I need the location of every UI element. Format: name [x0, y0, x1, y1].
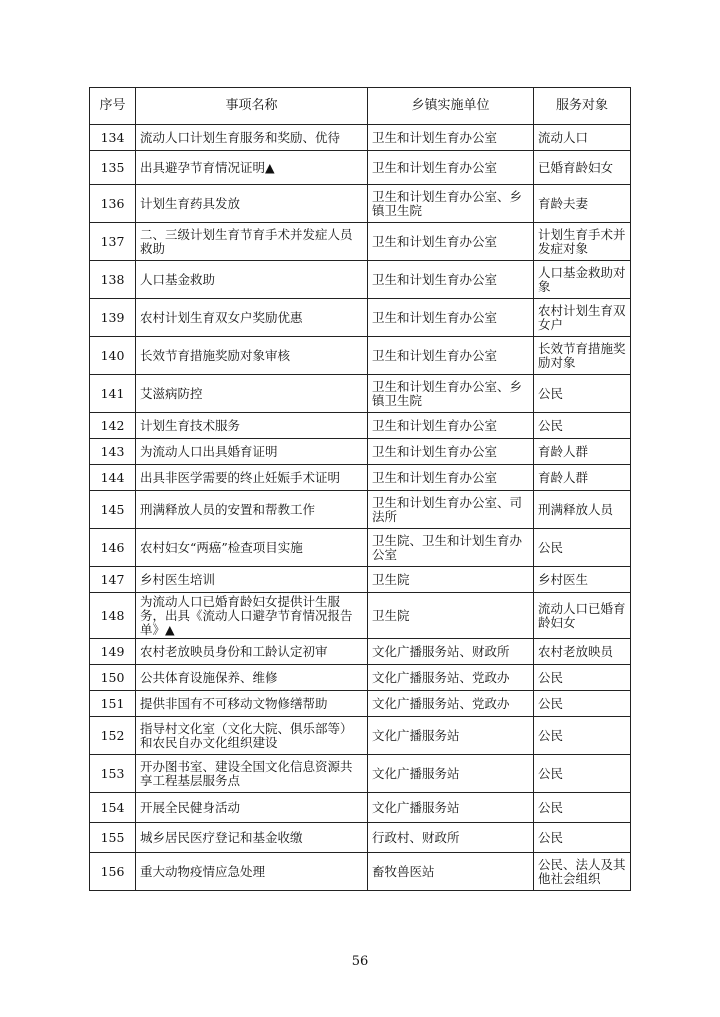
item-name-cell: 农村妇女“两癌”检查项目实施 [136, 529, 368, 567]
table-row [90, 261, 631, 299]
table-row [90, 223, 631, 261]
item-name-cell: 出具避孕节育情况证明▲ [136, 151, 368, 185]
implementing-unit-cell: 文化广播服务站、财政所 [368, 639, 534, 665]
item-name-cell: 长效节育措施奖励对象审核 [136, 337, 368, 375]
implementing-unit-cell: 卫生和计划生育办公室 [368, 223, 534, 261]
implementing-unit-cell: 卫生和计划生育办公室 [368, 125, 534, 151]
implementing-unit-cell: 卫生和计划生育办公室 [368, 337, 534, 375]
row-number-cell: 141 [90, 375, 136, 413]
row-number-cell: 149 [90, 639, 136, 665]
service-object-cell: 乡村医生 [534, 567, 631, 593]
item-name-cell: 城乡居民医疗登记和基金收缴 [136, 823, 368, 853]
implementing-unit-cell: 卫生和计划生育办公室 [368, 439, 534, 465]
table-body [90, 125, 631, 891]
table-row [90, 823, 631, 853]
item-name-cell: 计划生育药具发放 [136, 185, 368, 223]
service-object-cell: 公民 [534, 529, 631, 567]
service-object-cell: 公民 [534, 793, 631, 823]
service-object-cell: 公民、法人及其他社会组织 [534, 853, 631, 891]
item-name-cell: 刑满释放人员的安置和帮教工作 [136, 491, 368, 529]
row-number-cell: 140 [90, 337, 136, 375]
row-number-cell: 134 [90, 125, 136, 151]
row-number-cell: 151 [90, 691, 136, 717]
implementing-unit-cell: 卫生和计划生育办公室 [368, 261, 534, 299]
implementing-unit-cell: 卫生院 [368, 567, 534, 593]
item-name-cell: 重大动物疫情应急处理 [136, 853, 368, 891]
item-name-cell: 为流动人口已婚育龄妇女提供计生服务，出具《流动人口避孕节育情况报告单》▲ [136, 593, 368, 639]
row-number-cell: 144 [90, 465, 136, 491]
row-number-cell: 155 [90, 823, 136, 853]
service-object-cell: 农村计划生育双女户 [534, 299, 631, 337]
item-name-cell: 计划生育技术服务 [136, 413, 368, 439]
row-number-cell: 135 [90, 151, 136, 185]
page-number: 56 [351, 954, 369, 969]
implementing-unit-cell: 卫生和计划生育办公室、乡镇卫生院 [368, 375, 534, 413]
table-row [90, 853, 631, 891]
item-name-cell: 开办图书室、建设全国文化信息资源共享工程基层服务点 [136, 755, 368, 793]
item-name-cell: 出具非医学需要的终止妊娠手术证明 [136, 465, 368, 491]
service-object-cell: 刑满释放人员 [534, 491, 631, 529]
row-number-cell: 152 [90, 717, 136, 755]
item-name-cell: 为流动人口出具婚育证明 [136, 439, 368, 465]
item-name-cell: 开展全民健身活动 [136, 793, 368, 823]
row-number-cell: 154 [90, 793, 136, 823]
header-service-object: 服务对象 [534, 88, 631, 125]
implementing-unit-cell: 卫生院、卫生和计划生育办公室 [368, 529, 534, 567]
row-number-cell: 142 [90, 413, 136, 439]
service-object-cell: 公民 [534, 375, 631, 413]
row-number-cell: 138 [90, 261, 136, 299]
table-row [90, 465, 631, 491]
service-object-cell: 计划生育手术并发症对象 [534, 223, 631, 261]
header-no: 序号 [90, 88, 136, 125]
table-row [90, 717, 631, 755]
implementing-unit-cell: 卫生和计划生育办公室 [368, 151, 534, 185]
item-name-cell: 乡村医生培训 [136, 567, 368, 593]
implementing-unit-cell: 卫生和计划生育办公室 [368, 299, 534, 337]
service-object-cell: 育龄人群 [534, 439, 631, 465]
row-number-cell: 136 [90, 185, 136, 223]
table-row [90, 491, 631, 529]
implementing-unit-cell: 卫生和计划生育办公室 [368, 465, 534, 491]
item-name-cell: 提供非国有不可移动文物修缮帮助 [136, 691, 368, 717]
service-object-cell: 长效节育措施奖励对象 [534, 337, 631, 375]
service-object-cell: 公民 [534, 717, 631, 755]
item-name-cell: 流动人口计划生育服务和奖励、优待 [136, 125, 368, 151]
table-row [90, 529, 631, 567]
service-object-cell: 公民 [534, 691, 631, 717]
item-name-cell: 艾滋病防控 [136, 375, 368, 413]
implementing-unit-cell: 文化广播服务站 [368, 717, 534, 755]
row-number-cell: 137 [90, 223, 136, 261]
implementing-unit-cell: 卫生和计划生育办公室、乡镇卫生院 [368, 185, 534, 223]
table-row [90, 793, 631, 823]
row-number-cell: 143 [90, 439, 136, 465]
implementing-unit-cell: 卫生和计划生育办公室 [368, 413, 534, 439]
row-number-cell: 148 [90, 593, 136, 639]
table-row [90, 337, 631, 375]
header-implementing-unit: 乡镇实施单位 [368, 88, 534, 125]
header-item-name: 事项名称 [136, 88, 368, 125]
row-number-cell: 147 [90, 567, 136, 593]
row-number-cell: 145 [90, 491, 136, 529]
item-name-cell: 二、三级计划生育节育手术并发症人员救助 [136, 223, 368, 261]
service-object-cell: 已婚育龄妇女 [534, 151, 631, 185]
table-row [90, 375, 631, 413]
table-row [90, 691, 631, 717]
item-name-cell: 公共体育设施保养、维修 [136, 665, 368, 691]
item-name-cell: 指导村文化室（文化大院、俱乐部等）和农民自办文化组织建设 [136, 717, 368, 755]
service-object-cell: 人口基金救助对象 [534, 261, 631, 299]
table-row [90, 755, 631, 793]
implementing-unit-cell: 畜牧兽医站 [368, 853, 534, 891]
service-object-cell: 公民 [534, 413, 631, 439]
implementing-unit-cell: 文化广播服务站 [368, 793, 534, 823]
service-object-cell: 流动人口已婚育龄妇女 [534, 593, 631, 639]
service-object-cell: 公民 [534, 823, 631, 853]
table-row [90, 593, 631, 639]
table-row [90, 639, 631, 665]
row-number-cell: 150 [90, 665, 136, 691]
service-object-cell: 公民 [534, 755, 631, 793]
row-number-cell: 153 [90, 755, 136, 793]
service-object-cell: 公民 [534, 665, 631, 691]
table-row [90, 567, 631, 593]
service-object-cell: 农村老放映员 [534, 639, 631, 665]
table-row [90, 665, 631, 691]
implementing-unit-cell: 卫生和计划生育办公室、司法所 [368, 491, 534, 529]
service-items-table [89, 87, 631, 891]
item-name-cell: 农村老放映员身份和工龄认定初审 [136, 639, 368, 665]
table-row [90, 413, 631, 439]
table-row [90, 439, 631, 465]
item-name-cell: 人口基金救助 [136, 261, 368, 299]
table-row [90, 299, 631, 337]
service-object-cell: 育龄夫妻 [534, 185, 631, 223]
table-row [90, 125, 631, 151]
table-row [90, 151, 631, 185]
row-number-cell: 146 [90, 529, 136, 567]
service-object-cell: 流动人口 [534, 125, 631, 151]
table-header-row [90, 88, 631, 125]
implementing-unit-cell: 文化广播服务站、党政办 [368, 665, 534, 691]
implementing-unit-cell: 卫生院 [368, 593, 534, 639]
table-row [90, 185, 631, 223]
item-name-cell: 农村计划生育双女户奖励优惠 [136, 299, 368, 337]
implementing-unit-cell: 文化广播服务站、党政办 [368, 691, 534, 717]
implementing-unit-cell: 文化广播服务站 [368, 755, 534, 793]
row-number-cell: 156 [90, 853, 136, 891]
implementing-unit-cell: 行政村、财政所 [368, 823, 534, 853]
row-number-cell: 139 [90, 299, 136, 337]
service-object-cell: 育龄人群 [534, 465, 631, 491]
